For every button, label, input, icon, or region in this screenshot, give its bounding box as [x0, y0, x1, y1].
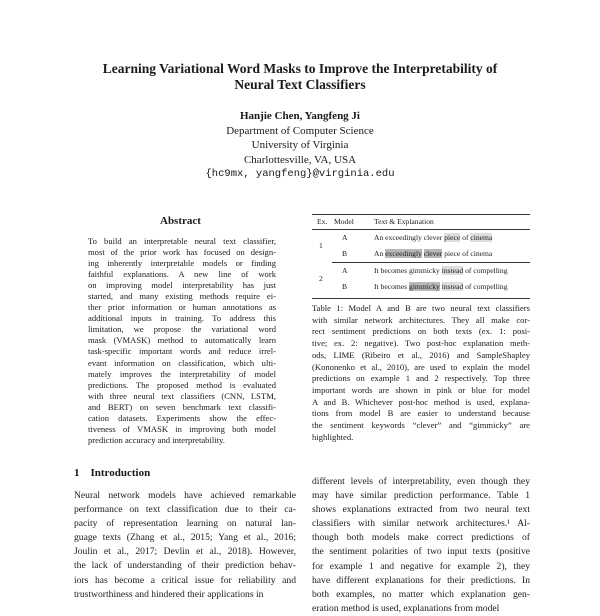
introduction-line: pacity of representation learning on natural lan-	[74, 518, 296, 530]
highlighted-word: exceedingly	[385, 249, 422, 258]
abstract-line: task-specific important words and reduce irrel-	[88, 346, 276, 357]
abstract-line: predictions. The proposed method is evaluated	[88, 379, 276, 390]
plain-text: of	[460, 233, 471, 242]
highlighted-word: instead	[441, 282, 464, 291]
plain-text: It becomes	[374, 282, 410, 291]
caption-line: predictions on example 1 and 2 respectively. Top three	[312, 373, 530, 384]
table-cell-text	[374, 266, 508, 275]
body-line: though both models make correct predictions of	[312, 532, 530, 544]
body-line: have different explanations for their predictions. In	[312, 574, 530, 586]
table-caption	[312, 303, 530, 443]
caption-line: with similar network architectures. They all make cor-	[312, 314, 530, 325]
table-cell-text	[374, 233, 492, 242]
introduction-heading-number: 1	[74, 467, 80, 479]
introduction-line: performance on text classification due to their ca-	[74, 504, 296, 516]
table-bottom-rule	[312, 298, 530, 299]
plain-text: of compelling	[463, 282, 508, 291]
plain-text: An exceedingly clever	[374, 233, 445, 242]
table-cell-example: 1	[319, 241, 323, 250]
abstract-line: started, and many existing methods require ei-	[88, 291, 276, 302]
plain-text: An	[374, 249, 386, 258]
table-cell-model: A	[342, 233, 348, 242]
affiliation-university: University of Virginia	[251, 139, 349, 151]
abstract-line: ing inherently interpretable models or finding	[88, 258, 276, 269]
body-line: the sentiment polarities of two input texts (positive	[312, 546, 530, 558]
highlighted-word: gimmicky	[409, 282, 440, 291]
table-header-ex: Ex.	[317, 217, 328, 226]
caption-line: important words are shown in pink or blue for model	[312, 384, 530, 395]
abstract-line: ther prior information or human annotations as	[88, 302, 276, 313]
caption-line: (Kononenko et al., 2010), are used to explain the model	[312, 361, 530, 372]
table-header-text: Text & Explanation	[374, 217, 434, 226]
paper-title	[60, 61, 540, 93]
introduction-body	[74, 489, 296, 602]
body-line: shows explanations extracted from two neural text	[312, 504, 530, 516]
abstract-line: mately improves the interpretability of model	[88, 368, 276, 379]
author-email: {hc9mx, yangfeng}@virginia.edu	[205, 168, 395, 180]
abstract-line: prediction accuracy and interpretability.	[88, 434, 225, 445]
table-group-rule	[332, 262, 530, 263]
table-cell-text	[374, 249, 492, 258]
abstract-line: most of the prior work has focused on design-	[88, 247, 276, 258]
table-cell-model: B	[342, 282, 348, 291]
abstract-line: with three neural text classifiers (CNN, LSTM,	[88, 390, 276, 401]
abstract-line: and BERT) on seven benchmark text classifi-	[88, 401, 276, 412]
introduction-heading-text: Introduction	[90, 467, 151, 479]
caption-line: rect sentiment predictions on both texts (ex. 1: posi-	[312, 326, 530, 337]
body-line: for example 1 and negative for example 2), they	[312, 560, 530, 572]
table-cell-model: B	[342, 249, 348, 258]
affiliation-city: Charlottesville, VA, USA	[243, 153, 357, 166]
caption-line: tive; ex. 2: negative). Two post-hoc explanation meth-	[312, 338, 530, 349]
caption-line: highlighted.	[312, 431, 354, 442]
highlighted-word: piece	[444, 233, 461, 242]
table-cell-model: A	[342, 266, 348, 275]
table-cell-example: 2	[319, 274, 323, 283]
introduction-line: Joulin et al., 2017; Devlin et al., 2018). However,	[74, 546, 296, 558]
paper-title-line-1: Learning Variational Word Masks to Improve the Interpretability of	[102, 61, 498, 76]
abstract-line: tiveness of VMASK in improving both model	[88, 423, 276, 434]
abstract-line: faithful explanations. A new line of work	[88, 269, 276, 280]
abstract-line: limitation, we propose the variational word	[88, 324, 276, 335]
table-header-rule	[312, 229, 530, 230]
abstract-line: on improving model interpretability has just	[88, 280, 276, 291]
plain-text: It becomes gimmicky	[374, 266, 442, 275]
author-block	[100, 109, 500, 182]
introduction-line: iors has become a critical issue for reliability and	[74, 574, 296, 586]
abstract-line: cation datasets. Experiments show the effec-	[88, 412, 276, 423]
paper-title-line-2: Neural Text Classifiers	[234, 77, 366, 92]
caption-line: Table 1: Model A and B are two neural text classifiers	[312, 303, 530, 313]
introduction-line: the lack of understanding of their prediction behav-	[74, 560, 296, 572]
abstract-heading: Abstract	[160, 215, 201, 227]
highlighted-word: instead	[441, 266, 464, 275]
highlighted-word: clever	[423, 249, 443, 258]
abstract-line: evant information on classification, which ulti-	[88, 357, 276, 368]
caption-line: tions from model B are easier to understand because	[312, 408, 530, 419]
affiliation-department: Department of Computer Science	[226, 124, 374, 137]
body-line: classifiers with similar network architectures.¹ Al-	[312, 518, 530, 530]
body-line: different levels of interpretability, even though they	[312, 476, 530, 487]
author-names: Hanjie Chen, Yangfeng Ji	[240, 110, 360, 122]
plain-text: of compelling	[463, 266, 508, 275]
body-line: may have similar prediction performance. Table 1	[312, 490, 530, 502]
caption-line: A and B. Whichever post-hoc method is used, explana-	[312, 396, 530, 407]
introduction-line: Neural network models have achieved remarkable	[74, 490, 296, 501]
caption-line: ods, LIME (Ribeiro et al., 2016) and SampleShapley	[312, 349, 530, 360]
abstract-line: additional inputs in training. To address this	[88, 313, 276, 324]
table-cell-text	[374, 282, 508, 291]
abstract-body	[88, 236, 276, 446]
abstract-line: To build an interpretable neural text classifier,	[88, 236, 276, 246]
abstract-line: mask (VMASK) method to automatically learn	[88, 335, 276, 346]
plain-text: piece of cinema	[442, 249, 493, 258]
body-line: eration method is used, explanations from model	[312, 602, 500, 614]
table-header-model: Model	[334, 217, 354, 226]
introduction-line: guage texts (Zhang et al., 2015; Yang et al., 2016;	[74, 532, 296, 544]
highlighted-word: cinema	[470, 233, 493, 242]
caption-line: the sentiment keywords “clever” and “gimmicky” are	[312, 420, 530, 431]
table-top-rule	[312, 214, 530, 215]
body-line: both examples, no matter which explanation gen-	[312, 588, 530, 600]
right-column-body	[312, 475, 530, 616]
introduction-line: trustworthiness and hindered their applications in	[74, 588, 264, 600]
introduction-heading	[74, 467, 150, 479]
